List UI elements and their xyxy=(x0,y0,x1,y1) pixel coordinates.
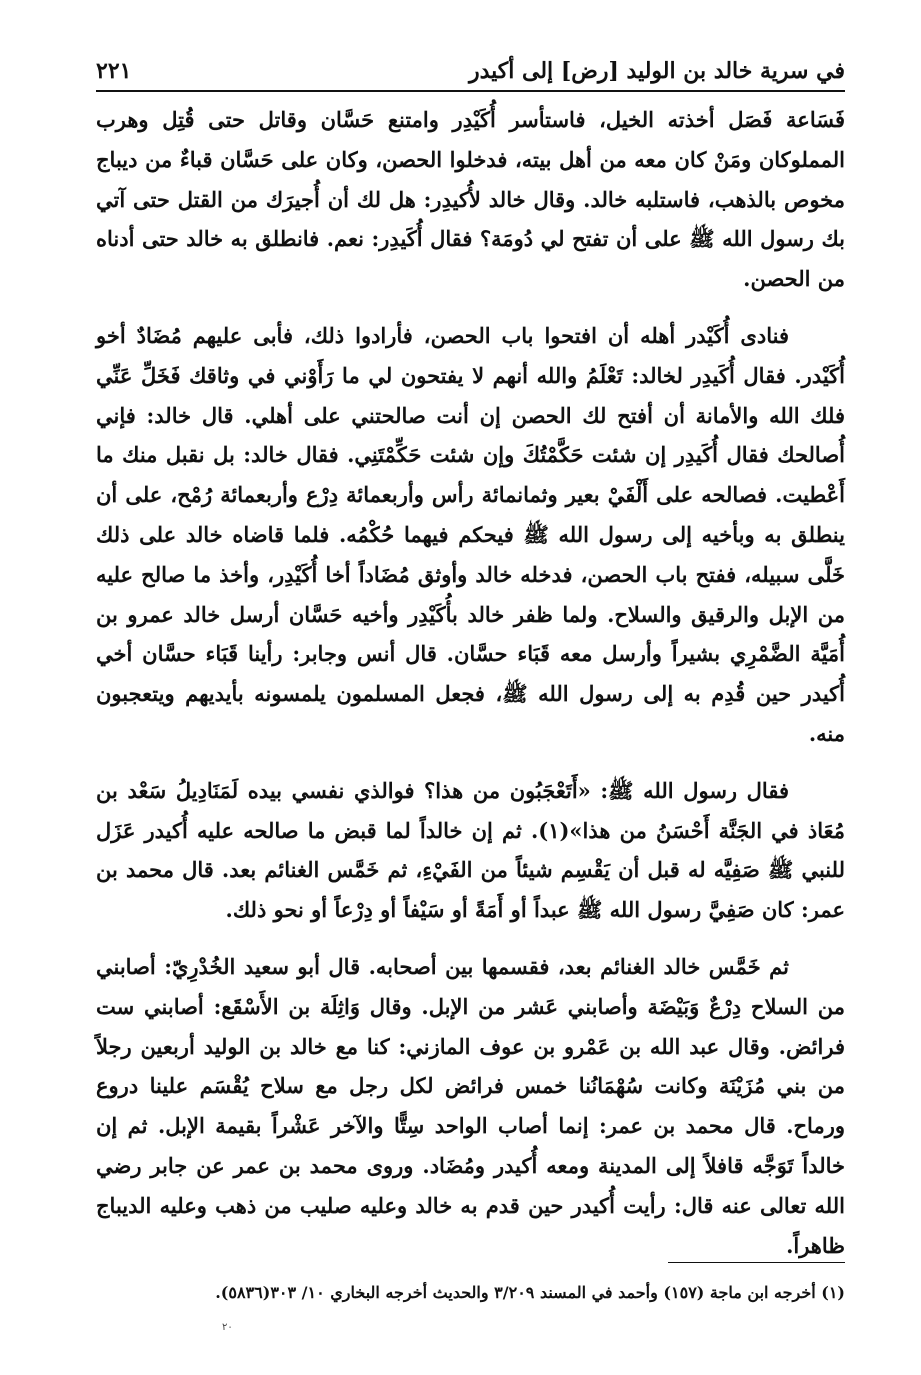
paragraph-1: فَسَاعة فَصَل أخذته الخيل، فاستأسر أُكَيْدِر وامتنع حَسَّان وقاتل حتى قُتِل وهرب المملوكان ومَنْ كان معه من أهل بيته، فدخلوا الحصن، وكان على حَسَّان قباءٌ من ديباج مخوص بالذهب، فاستلبه خالد. وقال خالد لأُكيدِر: هل لك أن أُجيرَك من القتل حتى آتي بك رسول الله ﷺ على أن تفتح لي دُومَة؟ فقال أُكَيدِر: نعم. فانطلق به خالد حتى أدناه من الحصن. xyxy=(96,107,845,292)
page-number: ٢٢١ xyxy=(96,58,132,84)
header-title: في سرية خالد بن الوليد [رض] إلى أكيدر xyxy=(468,58,845,84)
footnote: (١) أخرجه ابن ماجة (١٥٧) وأحمد في المسند ٣/٢٠٩ والحديث أخرجه البخاري ١٠/ ٣٠٣(٥٨٣٦). xyxy=(215,1283,845,1302)
header-rule xyxy=(96,90,845,92)
running-header xyxy=(96,46,845,84)
footnote-rule xyxy=(668,1262,845,1263)
paragraph-2: فنادى أُكَيْدر أهله أن افتحوا باب الحصن، فأرادوا ذلك، فأبى عليهم مُضَادٌ أخو أُكَيْدر. فقال أُكَيدِر لخالد: تَعْلَمُ والله أنهم لا يفتحون لي ما رَأَوْني في وثاقك فَخَلِّ عَنِّي فلك الله والأمانة أن أفتح لك الحصن إن أنت صالحتني على أهلي. قال خالد: فإني أُصالحك فقال أُكَيدِر إن شئت حَكَّمْتُكَ وإن شئت حَكِّمْتَنِي. فقال خالد: بل نقبل منك ما أَعْطيت. فصالحه على أَلْفَيْ بعير وثمانمائة رأس وأربعمائة دِرْع وأربعمائة رُمْح، على أن ينطلق به وبأخيه إلى رسول الله ﷺ فيحكم فيهما حُكْمُه. فلما قاضاه خالد على ذلك خَلَّى سبيله، ففتح باب الحصن، فدخله خالد وأوثق مُضَاداً أخا أُكَيْدِر، وأخذ ما صالح عليه من الإبل والرقيق والسلاح. ولما ظفر خالد بأُكَيْدِر وأخيه حَسَّان أرسل خالد عمرو بن أُمَيَّة الضَّمْرِي بشيراً وأرسل معه قَبَاء حسَّان. قال أنس وجابر: رأينا قَبَاء حسَّان أخي أُكيدر حين قُدِم به إلى رسول الله ﷺ، فجعل المسلمون يلمسونه بأيديهم ويتعجبون منه. xyxy=(96,322,845,746)
page-mark: ٢٠ xyxy=(222,1322,233,1333)
body-text xyxy=(96,100,845,1265)
paragraph-4: ثم خَمَّس خالد الغنائم بعد، فقسمها بين أصحابه. قال أبو سعيد الخُدْرِيّ: أصابني من السلاح دِرْعٌ وَبَيْضَة وأصابني عَشر من الإبل. وقال وَاثِلَة بن الأَسْقَع: أصابني ست فرائض. وقال عبد الله بن عَمْرو بن عوف المازني: كنا مع خالد بن الوليد أربعين رجلاً من بني مُزَيْنَة وكانت سُهْمَانُنا خمس فرائض لكل رجل مع سلاح يُقْسَم علينا دروع ورماح. قال محمد بن عمر: إنما أصاب الواحد سِتًّا والآخر عَشْراً بقيمة الإبل. ثم إن خالداً تَوَجَّه قافلاً إلى المدينة ومعه أُكيدر ومُضَاد. وروى محمد بن عمر عن جابر رضي الله تعالى عنه قال: رأيت أُكيدر حين قدم به خالد وعليه صليب من ذهب وعليه الديباج ظاهراً. xyxy=(96,953,845,1258)
running-header-area xyxy=(96,46,845,84)
paragraph-3: فقال رسول الله ﷺ: «أَتَعْجَبُون من هذا؟ فوالذي نفسي بيده لَمَنَادِيلُ سَعْد بن مُعَاذ في الجَنَّة أَحْسَنُ من هذا»(١). ثم إن خالداً لما قبض ما صالحه عليه أُكيدر عَزَل للنبي ﷺ صَفِيَّه له قبل أن يَقْسِم شيئاً من الفَيْءِ، ثم خَمَّس الغنائم بعد. قال محمد بن عمر: كان صَفِيَّ رسول الله ﷺ عبداً أو أَمَةً أو سَيْفاً أو دِرْعاً أو نحو ذلك. xyxy=(96,777,845,923)
